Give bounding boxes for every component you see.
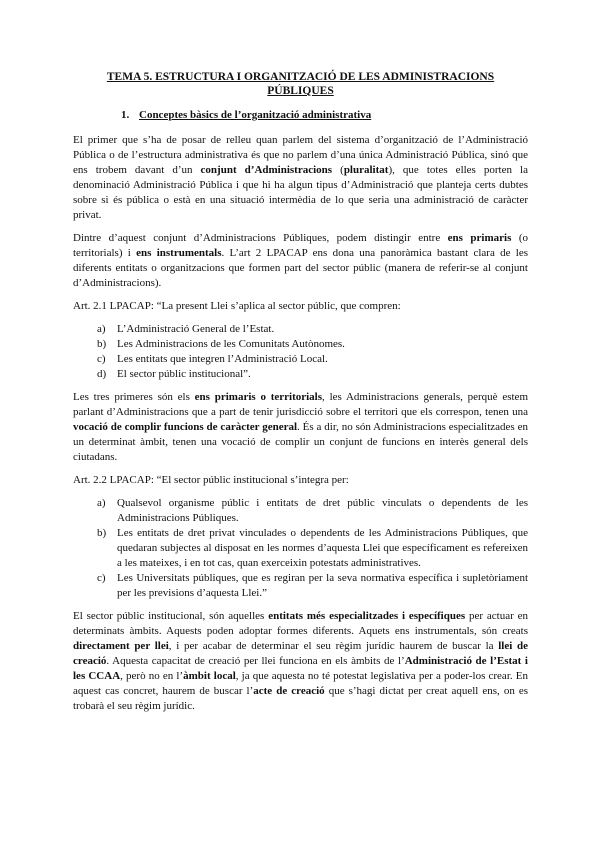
emphasis: ens primaris [447, 232, 512, 244]
emphasis: conjunt d’Administracions [200, 164, 333, 176]
list-item [97, 352, 528, 367]
list-marker: b) [97, 338, 107, 350]
list-marker: c) [97, 572, 106, 584]
article-2-1-list [73, 322, 528, 382]
list-marker: a) [97, 323, 106, 335]
list-item [97, 322, 528, 337]
list-item [97, 496, 528, 526]
list-item [97, 337, 528, 352]
list-item-text: Qualsevol organisme públic i entitats de dret públic vinculats o dependents de les Administracions Públiques. [117, 497, 528, 524]
list-item-text: Les Administracions de les Comunitats Autònomes. [117, 338, 345, 350]
emphasis: acte de creació [253, 685, 325, 697]
list-item [97, 526, 528, 571]
list-item [97, 367, 528, 382]
article-2-2-intro: Art. 2.2 LPACAP: “El sector públic institucional s’integra per: [73, 474, 349, 486]
section-heading [121, 108, 528, 123]
list-item-text: L’Administració General de l’Estat. [117, 323, 275, 335]
paragraph-2: Dintre d’aquest conjunt d’Administracions Públiques, podem distingir entre ens primaris (o territorials) i ens instrumentals. L’art 2 LPACAP ens dona una panoràmica bastant clara de les diferents entitats o organitzacions que formen part del sector públic (manera de referir-se al conjunt d’Administracions). [73, 232, 529, 289]
list-item-text: Les entitats de dret privat vinculades o dependents de les Administracions Públiques, que quedaran subjectes al disposat en les normes d’aquesta Llei que específicament es refereixen a les mateixes, i en tot cas, quan exerceixin potestats administratives. [117, 527, 528, 569]
document-page [73, 70, 528, 722]
emphasis: Administració de l’Estat i les CCAA [73, 655, 528, 682]
section-heading-text: Conceptes bàsics de l’organització administrativa [139, 109, 372, 121]
list-marker: c) [97, 353, 106, 365]
emphasis: directament per llei [73, 640, 169, 652]
list-item-text: Les entitats que integren l’Administració Local. [117, 353, 328, 365]
emphasis: pluralitat [343, 164, 389, 176]
section-number: 1. [121, 109, 130, 121]
paragraph-1: El primer que s’ha de posar de relleu quan parlem del sistema d’organització de l’Administració Pública o de l’estructura administrativa és que no parlem d’una única Administració Pública, sinó que ens trobem davant d’un conjunt d’Administracions (pluralitat), que totes elles porten la denominació Administració Pública i que hi ha algun tipus d’Administració que planteja certs dubtes sobre si és pública o està en una situació intermèdia de lo que seria una administració de caràcter privat. [73, 134, 528, 221]
emphasis: ens instrumentals [136, 247, 222, 259]
emphasis: llei de creació [73, 640, 528, 667]
list-marker: a) [97, 497, 106, 509]
list-marker: b) [97, 527, 107, 539]
emphasis: entitats més especialitzades i específiques [268, 610, 466, 622]
list-item [97, 571, 528, 601]
emphasis: vocació de complir funcions de caràcter general [73, 421, 298, 433]
paragraph-4: El sector públic institucional, són aquelles entitats més especialitzades i específiques per actuar en determinats àmbits. Aquests poden adoptar formes diferents. Aquets ens instrumentals, són creats directament per llei, i per acabar de determinar el seu règim jurídic haurem de buscar la llei de creació. Aquesta capacitat de creació per llei funciona en els àmbits de l’Administració de l’Estat i les CCAA, però no en l’àmbit local, ja que aquesta no té potestat legislativa per a poder-los crear. En aquest cas concret, haurem de buscar l’acte de creació que s’hagi dictat per creat aquell ens, on es trobarà el seu règim jurídic. [73, 610, 529, 712]
list-marker: d) [97, 368, 107, 380]
list-item-text: Les Universitats públiques, que es regiran per la seva normativa específica i supletòriament per les previsions d’aquesta Llei.” [117, 572, 528, 599]
article-2-1-intro: Art. 2.1 LPACAP: “La present Llei s’aplica al sector públic, que compren: [73, 300, 401, 312]
list-item-text: El sector públic institucional”. [117, 368, 251, 380]
page-title: TEMA 5. ESTRUCTURA I ORGANITZACIÓ DE LES ADMINISTRACIONS PÚBLIQUES [106, 71, 495, 97]
article-2-2-list [73, 496, 528, 601]
paragraph-3: Les tres primeres són els ens primaris o territorials, les Administracions generals, perquè estem parlant d’Administracions que a part de tenir jurisdicció sobre el territori que els correspon, tenen una vocació de complir funcions de caràcter general. És a dir, no són Administracions especialitzades en un determinat àmbit, tenen una vocació de complir un conjunt de funcions en interès general dels ciutadans. [73, 391, 528, 463]
emphasis: àmbit local [183, 670, 236, 682]
emphasis: ens primaris o territorials [194, 391, 323, 403]
